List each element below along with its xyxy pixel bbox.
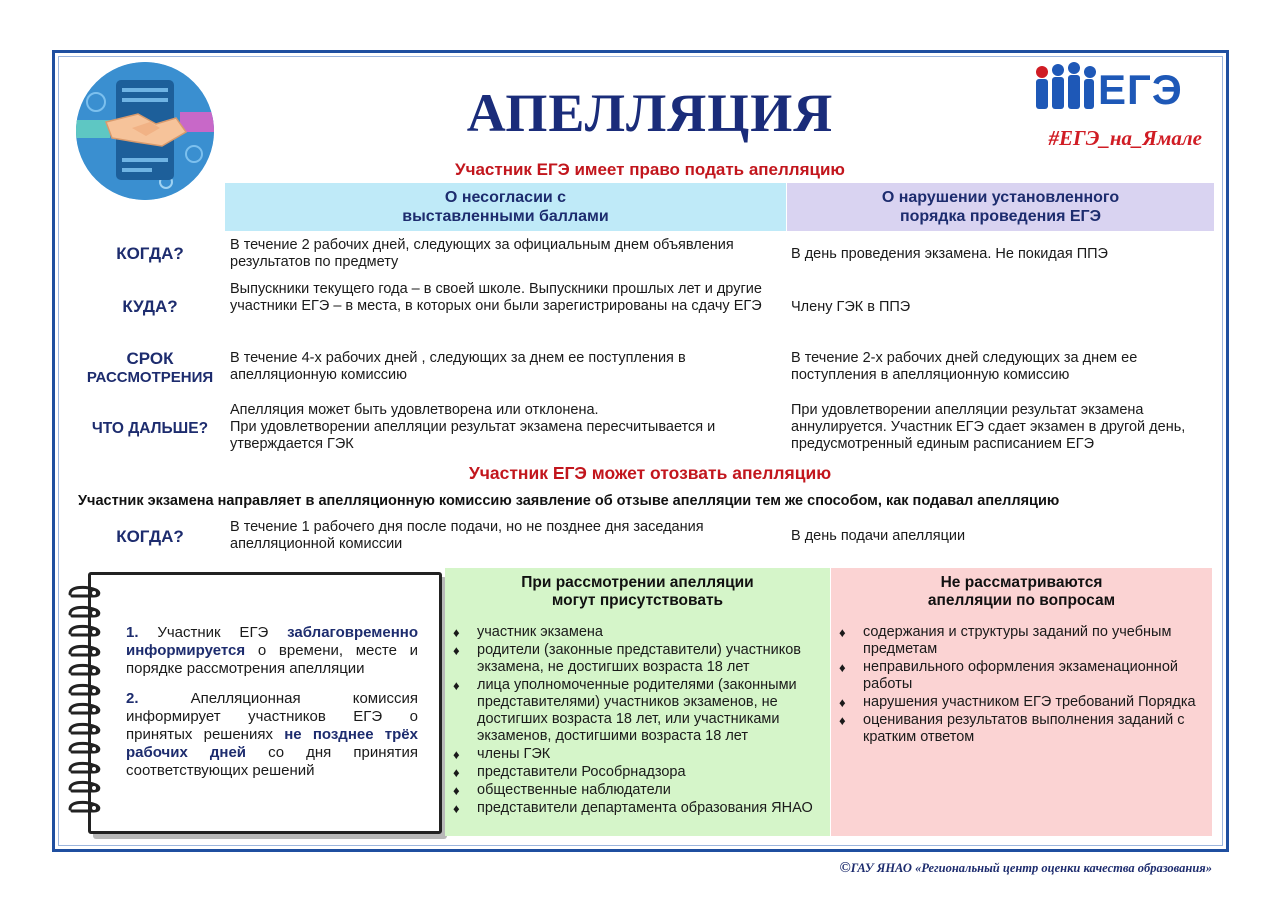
copyright-icon: © xyxy=(839,860,851,876)
spiral-ring-icon xyxy=(66,585,102,599)
section-heading-withdraw: Участник ЕГЭ может отозвать апелляцию xyxy=(468,463,832,483)
diamond-bullet-icon: ♦ xyxy=(453,678,460,693)
column-header-violation xyxy=(787,183,1214,231)
not-considered-list-item-text: нарушения участником ЕГЭ требований Порядка xyxy=(863,694,1196,710)
not-considered-list xyxy=(831,624,1212,746)
present-list-item-text: участник экзамена xyxy=(477,624,603,640)
not-considered-list-item xyxy=(831,694,1212,711)
present-box-title: При рассмотрении апелляции могут присутствовать xyxy=(521,574,754,609)
notebook-p2-text-b: со дня принятия соответствующих решений xyxy=(126,744,418,779)
row-next-right: При удовлетворении апелляции результат экзамена аннулируется. Участник ЕГЭ сдает экзамен в другой день, предусмотренный единым расписанием ЕГЭ xyxy=(791,402,1186,452)
notebook-p1-bold: заблаговременно информируется xyxy=(126,624,418,659)
footer-text: ГАУ ЯНАО «Региональный центр оценки качества образования» xyxy=(850,861,1212,875)
diamond-bullet-icon: ♦ xyxy=(453,765,460,780)
not-considered-box xyxy=(831,568,1212,836)
notebook-p2-text-a: Апелляционная комиссия информирует участников ЕГЭ о принятых решениях xyxy=(126,690,418,743)
row-where-right: Члену ГЭК в ППЭ xyxy=(791,299,911,315)
present-list-item xyxy=(445,746,830,763)
footer-credit xyxy=(812,860,1212,877)
section-heading-appeal-right: Участник ЕГЭ имеет право подать апелляцию xyxy=(455,160,845,179)
row-withdraw-right: В день подачи апелляции xyxy=(791,528,966,544)
notebook-p1-text-a: Участник ЕГЭ xyxy=(138,624,288,641)
row-label-next: ЧТО ДАЛЬШЕ? xyxy=(91,420,209,437)
present-list-item-text: родители (законные представители) участников экзамена, не достигших возраста 18 лет xyxy=(477,642,801,675)
notebook-p1-text-b: о времени, месте и порядке рассмотрения апелляции xyxy=(126,642,418,677)
present-list xyxy=(445,624,830,817)
present-list-item-text: представители департамента образования ЯНАО xyxy=(477,800,813,816)
spiral-ring-icon xyxy=(66,644,102,658)
row-when-right: В день проведения экзамена. Не покидая ППЭ xyxy=(791,246,1108,262)
present-list-item-text: представители Рособрнадзора xyxy=(477,764,686,780)
not-considered-box-title: Не рассматриваются апелляции по вопросам xyxy=(927,574,1116,609)
present-list-item-text: общественные наблюдатели xyxy=(477,782,671,798)
page-title: АПЕЛЛЯЦИЯ xyxy=(466,83,834,143)
row-label-term-line1: СРОК xyxy=(126,349,174,368)
column-header-violation-text: О нарушении установленного порядка проведения ЕГЭ xyxy=(881,189,1120,225)
notebook-p2-bold: не позднее трёх рабочих дней xyxy=(126,726,418,761)
diamond-bullet-icon: ♦ xyxy=(453,801,460,816)
row-label-where: КУДА? xyxy=(122,297,178,316)
logo-text: ЕГЭ xyxy=(1098,66,1183,113)
withdraw-note: Участник экзамена направляет в апелляционную комиссию заявление об отзыве апелляции тем же способом, как подавал апелляцию xyxy=(78,493,1060,509)
not-considered-list-item xyxy=(831,712,1212,746)
diamond-bullet-icon: ♦ xyxy=(453,643,460,658)
column-header-disagreement xyxy=(225,183,786,231)
row-where-left: Выпускники текущего года – в своей школе. Выпускники прошлых лет и другие участники ЕГЭ – в места, в которых они были зарегистрированы на сдачу ЕГЭ xyxy=(230,281,762,314)
notebook-p2-number: 2. xyxy=(126,690,139,707)
present-box xyxy=(445,568,830,836)
diamond-bullet-icon: ♦ xyxy=(839,713,846,728)
row-label-when: КОГДА? xyxy=(116,244,184,263)
notebook-paragraph-2 xyxy=(126,690,418,780)
row-next-left: Апелляция может быть удовлетворена или отклонена. При удовлетворении апелляции результат экзамена пересчитывается и утверждается ГЭК xyxy=(230,402,716,452)
present-list-item xyxy=(445,677,830,745)
not-considered-list-item-text: неправильного оформления экзаменационной работы xyxy=(863,659,1178,692)
diamond-bullet-icon: ♦ xyxy=(453,783,460,798)
spiral-ring-icon xyxy=(66,605,102,619)
diamond-bullet-icon: ♦ xyxy=(839,625,846,640)
spiral-ring-icon xyxy=(66,780,102,794)
present-list-item xyxy=(445,764,830,781)
row-label-term-line2: РАССМОТРЕНИЯ xyxy=(86,369,214,386)
spiral-ring-icon xyxy=(66,800,102,814)
not-considered-list-item-text: содержания и структуры заданий по учебным предметам xyxy=(863,624,1172,657)
diamond-bullet-icon: ♦ xyxy=(839,695,846,710)
row-label-withdraw-when: КОГДА? xyxy=(116,527,184,546)
column-header-disagreement-text: О несогласии с выставленными баллами xyxy=(402,189,609,225)
diamond-bullet-icon: ♦ xyxy=(453,625,460,640)
present-list-item-text: лица уполномоченные родителями (законными представителями) участников экзаменов, не достигших возраста 18 лет, или участниками экзаменов, достигшими возраста 18 лет xyxy=(477,677,797,744)
present-list-item xyxy=(445,642,830,676)
present-list-item xyxy=(445,624,830,641)
spiral-ring-icon xyxy=(66,702,102,716)
not-considered-list-item xyxy=(831,659,1212,693)
row-term-left: В течение 4-х рабочих дней , следующих за днем ее поступления в апелляционную комиссию xyxy=(230,350,686,383)
present-list-item xyxy=(445,800,830,817)
spiral-ring-icon xyxy=(66,624,102,638)
hashtag: #ЕГЭ_на_Ямале xyxy=(1048,126,1202,150)
diamond-bullet-icon: ♦ xyxy=(453,747,460,762)
not-considered-list-item-text: оценивания результатов выполнения заданий с кратким ответом xyxy=(863,712,1185,745)
spiral-ring-icon xyxy=(66,741,102,755)
handshake-icon xyxy=(76,62,214,200)
present-list-item-text: члены ГЭК xyxy=(477,746,551,762)
diamond-bullet-icon: ♦ xyxy=(839,660,846,675)
spiral-ring-icon xyxy=(66,683,102,697)
row-withdraw-left: В течение 1 рабочего дня после подачи, но не позднее дня заседания апелляционной комиссии xyxy=(230,519,704,552)
notebook-paragraph-1 xyxy=(126,624,418,678)
notebook-p1-number: 1. xyxy=(126,624,139,641)
present-list-item xyxy=(445,782,830,799)
spiral-ring-icon xyxy=(66,722,102,736)
not-considered-list-item xyxy=(831,624,1212,658)
row-when-left: В течение 2 рабочих дней, следующих за официальным днем объявления результатов по предмету xyxy=(230,237,734,270)
spiral-ring-icon xyxy=(66,663,102,677)
row-term-right: В течение 2-х рабочих дней следующих за днем ее поступления в апелляционную комиссию xyxy=(791,350,1138,383)
spiral-ring-icon xyxy=(66,761,102,775)
